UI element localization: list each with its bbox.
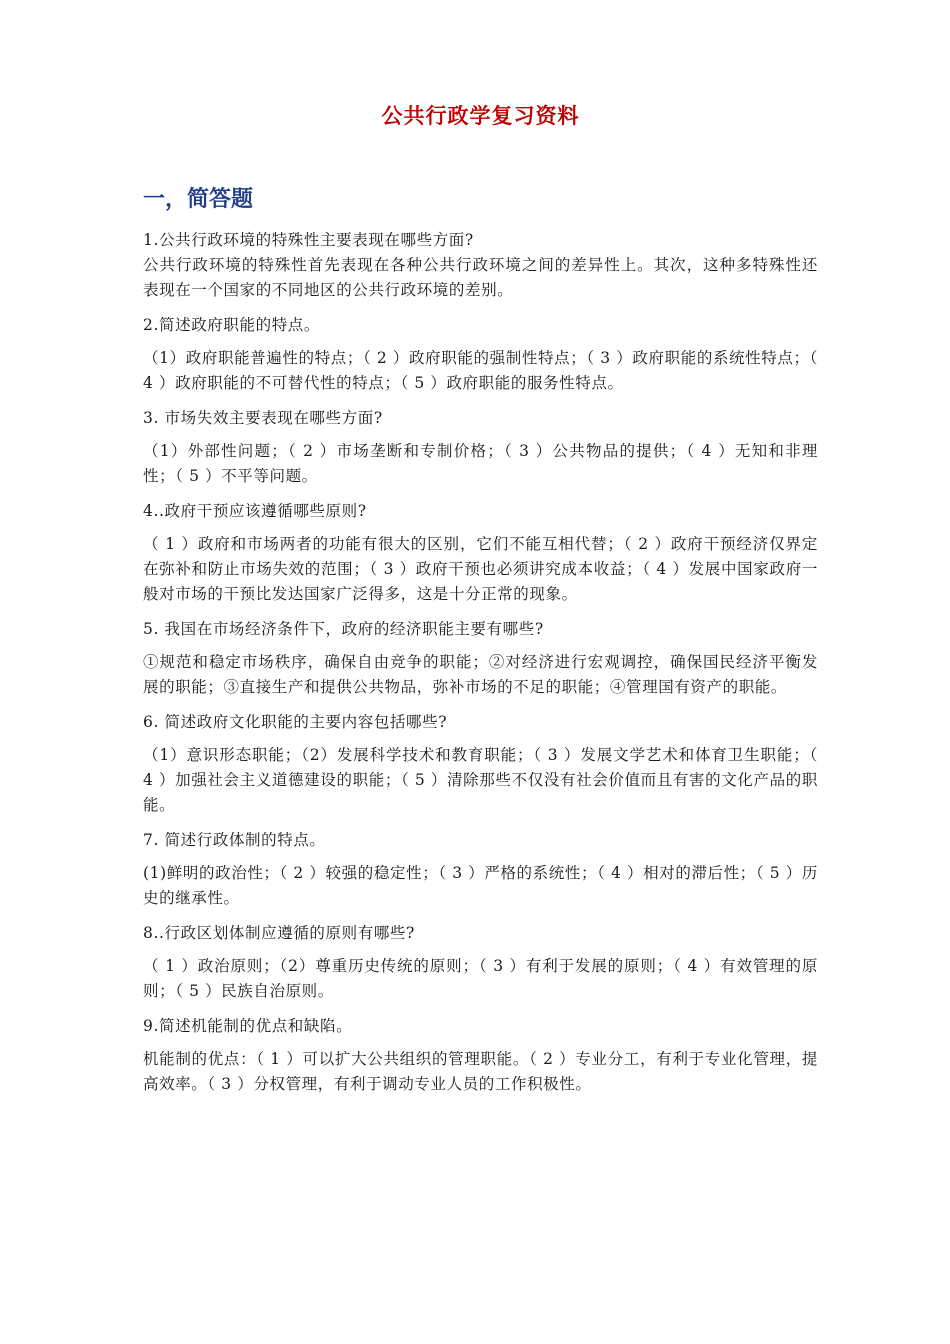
qa-item-9 (143, 1014, 818, 1097)
qa-item-1 (143, 228, 818, 303)
answer-5: ①规范和稳定市场秩序，确保自由竞争的职能；②对经济进行宏观调控，确保国民经济平衡发展的职能；③直接生产和提供公共物品，弥补市场的不足的职能；④管理国有资产的职能。 (143, 653, 818, 696)
question-8: 8..行政区划体制应遵循的原则有哪些? (143, 924, 415, 942)
qa-item-8 (143, 921, 818, 1004)
qa-item-7 (143, 828, 818, 911)
answer-6: （1）意识形态职能；（2）发展科学技术和教育职能；（ 3 ）发展文学艺术和体育卫生职能；（ 4 ）加强社会主义道德建设的职能；（ 5 ）清除那些不仅没有社会价值而且有害的文化产品的职能。 (143, 746, 818, 814)
question-1: 1.公共行政环境的特殊性主要表现在哪些方面? (143, 231, 474, 249)
section-heading: 一，简答题 (143, 187, 254, 212)
answer-8: （ 1 ）政治原则；（2）尊重历史传统的原则；（ 3 ）有利于发展的原则；（ 4 ）有效管理的原则；（ 5 ）民族自治原则。 (143, 957, 818, 1000)
answer-2: （1）政府职能普遍性的特点；（ 2 ）政府职能的强制性特点；（ 3 ）政府职能的系统性特点；（ 4 ）政府职能的不可替代性的特点；（ 5 ）政府职能的服务性特点。 (143, 349, 818, 392)
question-6: 6. 简述政府文化职能的主要内容包括哪些? (143, 713, 448, 731)
question-3: 3. 市场失效主要表现在哪些方面? (143, 409, 383, 427)
answer-4: （ 1 ）政府和市场两者的功能有很大的区别，它们不能互相代替；（ 2 ）政府干预经济仅界定在弥补和防止市场失效的范围；（ 3 ）政府干预也必须讲究成本收益；（ 4 ）发展中国家政府一般对市场的干预比发达国家广泛得多，这是十分正常的现象。 (143, 535, 818, 603)
question-2: 2.简述政府职能的特点。 (143, 316, 320, 334)
question-5: 5. 我国在市场经济条件下，政府的经济职能主要有哪些? (143, 620, 544, 638)
document-title: 公共行政学复习资料 (381, 104, 580, 128)
answer-7: (1)鲜明的政治性；（ 2 ）较强的稳定性；（ 3 ）严格的系统性；（ 4 ）相对的滞后性；（ 5 ）历史的继承性。 (143, 864, 818, 907)
qa-item-6 (143, 710, 818, 818)
answer-3: （1）外部性问题；（ 2 ）市场垄断和专制价格；（ 3 ）公共物品的提供；（ 4 ）无知和非理性；（ 5 ）不平等问题。 (143, 442, 818, 485)
document-page (143, 100, 818, 1107)
qa-item-2 (143, 313, 818, 396)
question-4: 4..政府干预应该遵循哪些原则? (143, 502, 367, 520)
question-7: 7. 简述行政体制的特点。 (143, 831, 326, 849)
answer-1: 公共行政环境的特殊性首先表现在各种公共行政环境之间的差异性上。其次，这种多特殊性还表现在一个国家的不同地区的公共行政环境的差别。 (143, 256, 818, 299)
answer-9: 机能制的优点：（ 1 ）可以扩大公共组织的管理职能。（ 2 ）专业分工，有利于专业化管理，提高效率。（ 3 ）分权管理，有利于调动专业人员的工作积极性。 (143, 1050, 818, 1093)
qa-item-5 (143, 617, 818, 700)
qa-item-3 (143, 406, 818, 489)
qa-item-4 (143, 499, 818, 607)
question-9: 9.简述机能制的优点和缺陷。 (143, 1017, 353, 1035)
